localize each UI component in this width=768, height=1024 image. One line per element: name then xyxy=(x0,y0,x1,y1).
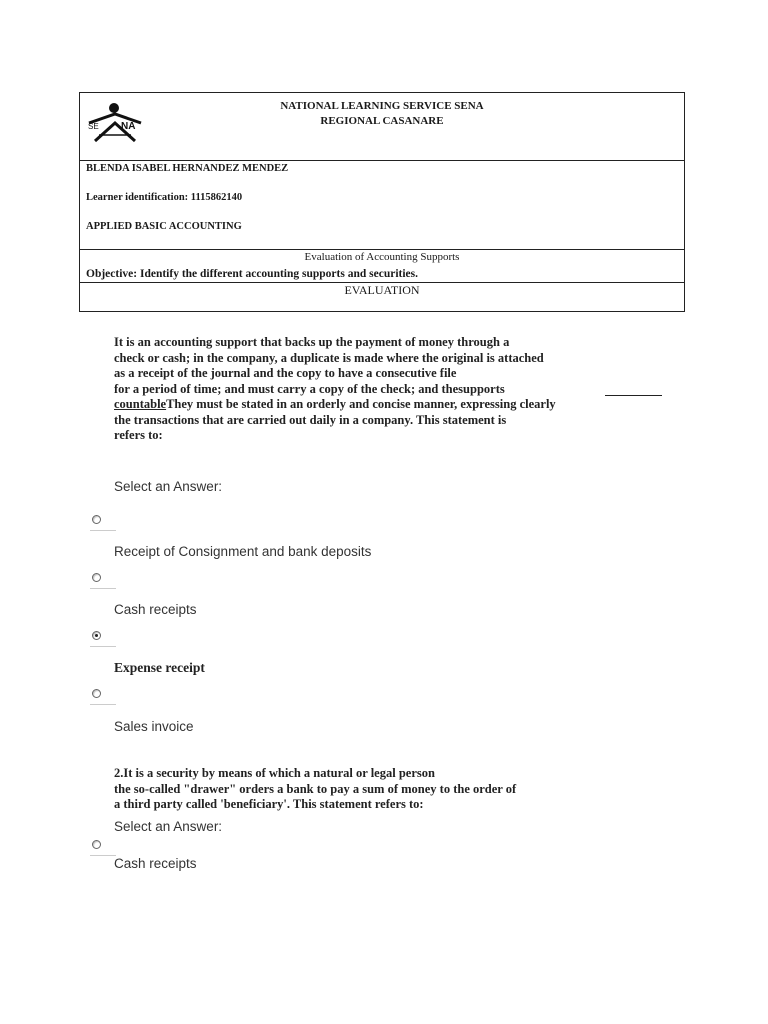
learner-name: BLENDA ISABEL HERNANDEZ MENDEZ xyxy=(86,163,289,174)
logo-text-right: NA xyxy=(121,121,136,132)
option-label[interactable]: Cash receipts xyxy=(114,602,197,617)
radio-underline xyxy=(90,704,116,705)
radio-option-q2-1[interactable] xyxy=(92,840,101,849)
question-1-text-fragment: for a period of time; and must carry a copy of the check; and the xyxy=(114,381,459,396)
question-1-line: the transactions that are carried out daily in a company. This statement is xyxy=(114,412,507,427)
radio-option-1[interactable] xyxy=(92,515,101,524)
question-1-line: It is an accounting support that backs up the payment of money through a xyxy=(114,335,510,349)
radio-option-3-selected[interactable] xyxy=(92,631,101,640)
select-answer-label: Select an Answer: xyxy=(114,819,223,834)
question-1-line: refers to: xyxy=(114,428,163,442)
question-2-line: the so-called "drawer" orders a bank to pay a sum of money to the order of xyxy=(114,781,517,796)
option-label[interactable]: Expense receipt xyxy=(114,660,205,675)
org-line-2: REGIONAL CASANARE xyxy=(320,115,444,127)
question-2-line: a third party called 'beneficiary'. This statement refers to: xyxy=(114,797,424,811)
radio-option-2[interactable] xyxy=(92,573,101,582)
org-line-1: NATIONAL LEARNING SERVICE SENA xyxy=(280,100,484,112)
question-1-line xyxy=(114,397,602,413)
question-1-line: check or cash; in the company, a duplicate is made where the original is attached xyxy=(114,350,544,365)
question-2-text-fragment: It is a security by means of which a natural or legal person xyxy=(123,766,435,780)
question-number: 2. xyxy=(114,766,124,780)
question-1-text-fragment: They must be stated in an orderly and concise manner, expressing clearly xyxy=(166,397,556,411)
org-title xyxy=(80,99,684,129)
answer-blank xyxy=(605,395,662,396)
radio-option-4[interactable] xyxy=(92,689,101,698)
question-2-line xyxy=(114,766,547,782)
objective-text: Objective: Identify the different accounting supports and securities. xyxy=(86,268,418,280)
radio-underline xyxy=(90,588,116,589)
question-1-underlined: countable xyxy=(114,397,167,411)
option-label[interactable]: Sales invoice xyxy=(114,719,194,734)
section-title: EVALUATION xyxy=(344,283,420,297)
divider xyxy=(80,160,684,161)
question-1-line xyxy=(114,382,602,398)
question-2-text xyxy=(114,766,547,813)
question-1-text xyxy=(114,335,602,444)
learner-id: Learner identification: 1115862140 xyxy=(86,192,243,203)
radio-underline xyxy=(90,646,116,647)
radio-underline xyxy=(90,530,116,531)
divider xyxy=(80,249,684,250)
evaluation-title: Evaluation of Accounting Supports xyxy=(304,251,460,263)
option-label[interactable]: Receipt of Consignment and bank deposits xyxy=(114,544,372,559)
question-1-emphasis: supports xyxy=(458,381,505,396)
radio-underline xyxy=(90,855,116,856)
course-name: APPLIED BASIC ACCOUNTING xyxy=(86,221,242,232)
logo-text-left: SE xyxy=(88,122,99,131)
header-table xyxy=(79,92,685,312)
select-answer-label: Select an Answer: xyxy=(114,479,223,494)
question-1-line: as a receipt of the journal and the copy to have a consecutive file xyxy=(114,366,457,380)
option-label[interactable]: Cash receipts xyxy=(114,856,197,871)
